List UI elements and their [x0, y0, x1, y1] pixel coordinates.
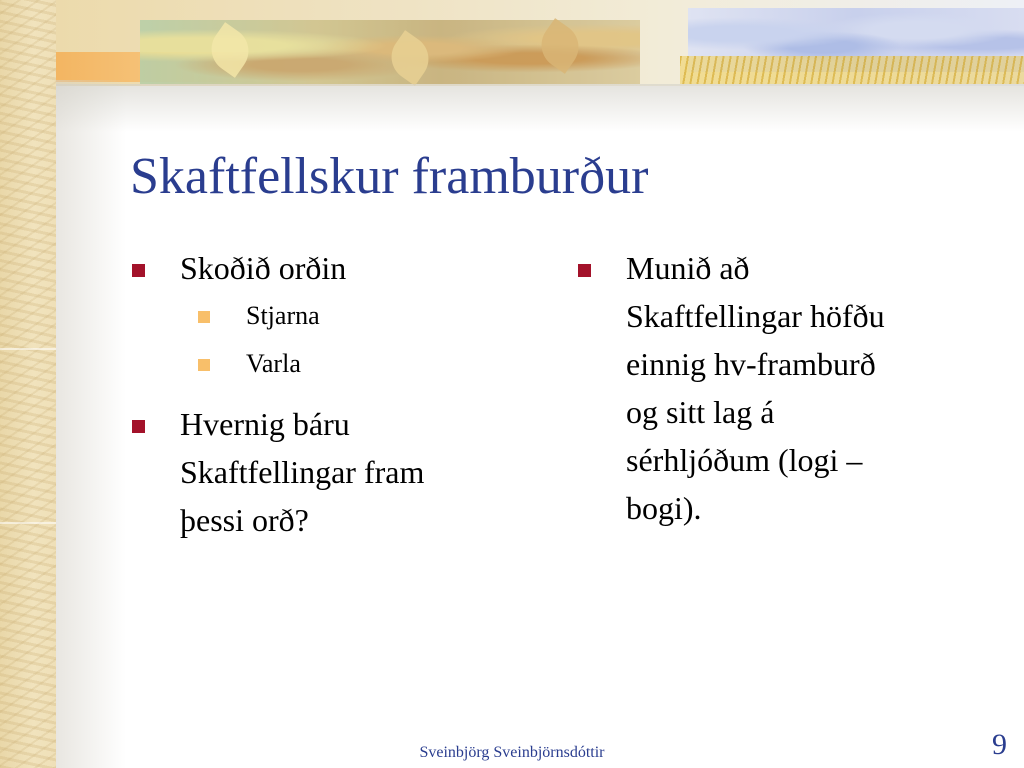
slide-title: Skaftfellskur framburður: [130, 148, 649, 205]
bullet-text-line: Skaftfellingar fram: [180, 454, 425, 490]
bullet-text-line: einnig hv-framburð: [626, 346, 876, 382]
leaf-icon: [202, 22, 258, 78]
bullet-text-line: sérhljóðum (logi –: [626, 442, 863, 478]
parchment-strip: [0, 0, 56, 768]
bullet-text: Skoðið orðin: [180, 250, 347, 286]
square-bullet-icon: [578, 264, 591, 277]
top-shadow: [56, 84, 1024, 132]
left-shadow: [56, 80, 126, 768]
bullet-text-line: Hvernig báru: [180, 406, 350, 442]
bullet-text-line: Munið að: [626, 250, 750, 286]
right-column: [578, 244, 978, 532]
left-column: [132, 244, 512, 544]
square-sub-bullet-icon: [198, 311, 210, 323]
bullet-item: [578, 244, 978, 532]
sub-bullet-item: [132, 340, 512, 388]
leaf-icon: [382, 30, 438, 86]
page-number: 9: [992, 728, 1007, 761]
sub-bullet-text: Varla: [246, 349, 301, 378]
strip-seam: [0, 522, 56, 524]
bullet-item: [132, 244, 512, 292]
bullet-text-line: og sitt lag á: [626, 394, 775, 430]
sub-bullet-text: Stjarna: [246, 301, 320, 330]
footer-author: Sveinbjörg Sveinbjörnsdóttir: [419, 744, 605, 761]
bullet-text-line: Skaftfellingar höfðu: [626, 298, 885, 334]
leaf-icon: [532, 18, 588, 74]
bullet-text-line: bogi).: [626, 490, 702, 526]
square-bullet-icon: [132, 420, 145, 433]
bullet-text-line: þessi orð?: [180, 502, 309, 538]
sub-bullet-item: [132, 292, 512, 340]
square-sub-bullet-icon: [198, 359, 210, 371]
square-bullet-icon: [132, 264, 145, 277]
grass-decoration: [680, 56, 1024, 84]
bullet-item: [132, 400, 512, 544]
autumn-leaves-image: [140, 20, 640, 84]
strip-seam: [0, 348, 56, 350]
